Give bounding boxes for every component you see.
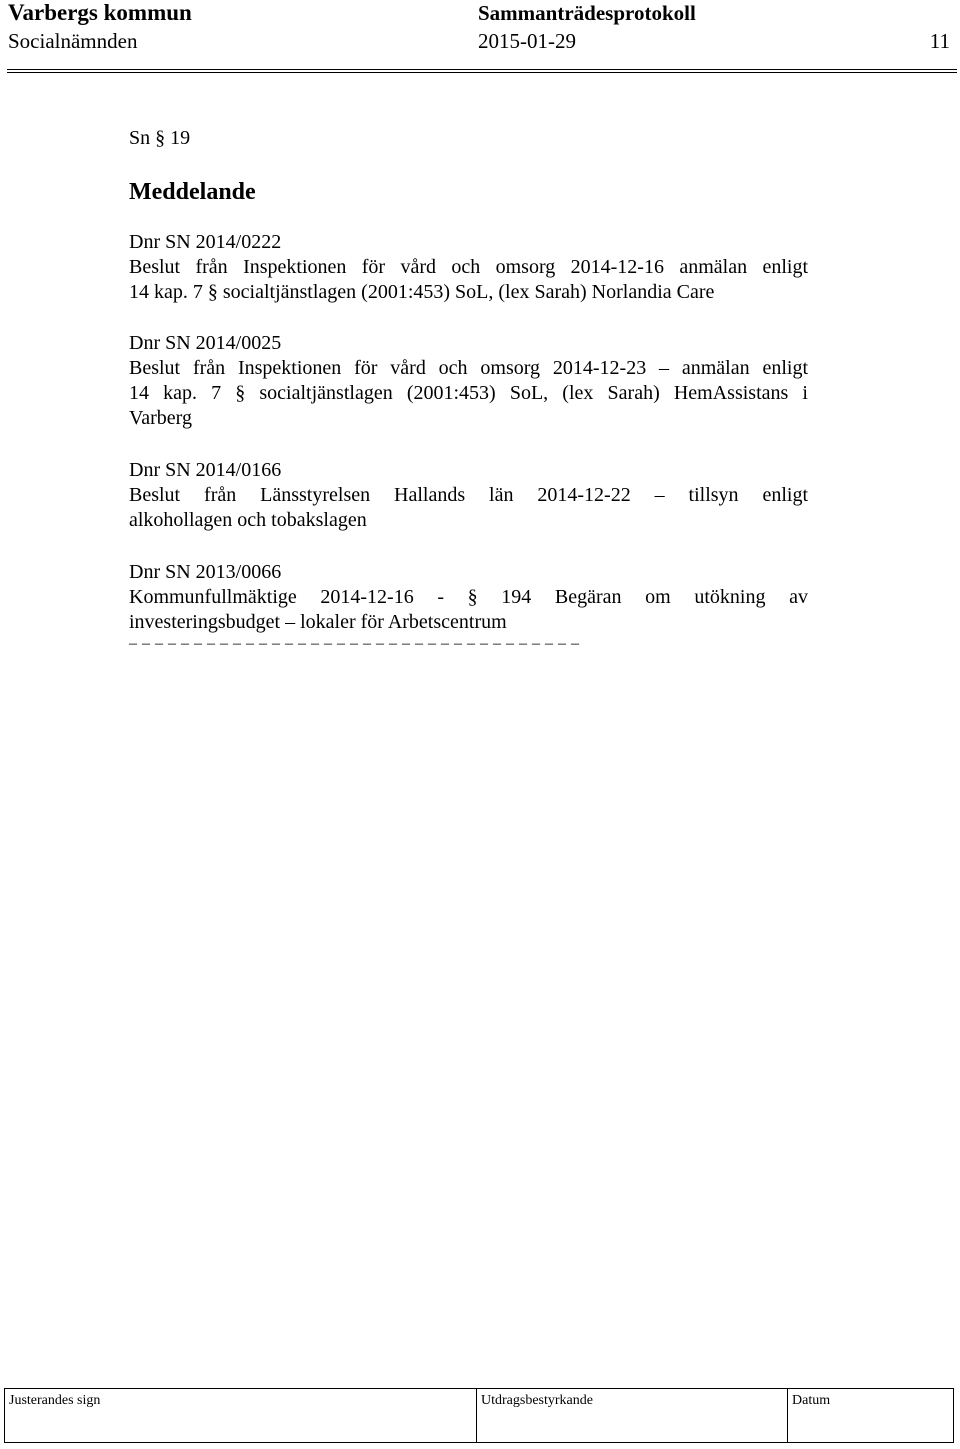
footer-certify-cell <box>477 1389 788 1442</box>
item-dnr: Dnr SN 2014/0025 <box>129 332 282 354</box>
section-title: Meddelande <box>129 179 256 205</box>
notice-item <box>129 331 808 431</box>
item-line: alkohollagen och tobakslagen <box>129 509 367 531</box>
header-divider <box>7 69 957 70</box>
notice-item <box>129 560 808 635</box>
header-divider-secondary <box>7 72 957 73</box>
footer-date-cell <box>788 1389 953 1442</box>
item-line: 14 kap. 7 § socialtjänstlagen (2001:453) SoL, (lex Sarah) HemAssistans i <box>129 382 808 404</box>
item-line: 14 kap. 7 § socialtjänstlagen (2001:453) SoL, (lex Sarah) Norlandia Care <box>129 281 715 303</box>
item-line: investeringsbudget – lokaler för Arbetscentrum <box>129 611 507 633</box>
item-line: Varberg <box>129 407 192 429</box>
item-line: Beslut från Länsstyrelsen Hallands län 2014-12-22 – tillsyn enligt <box>129 484 808 506</box>
footer-certify-label: Utdragsbestyrkande <box>481 1393 593 1408</box>
item-line: Beslut från Inspektionen för vård och omsorg 2014-12-16 anmälan enligt <box>129 256 808 278</box>
organization-name: Varbergs kommun <box>8 0 192 25</box>
document-type: Sammanträdesprotokoll <box>478 1 696 25</box>
page-number: 11 <box>929 29 950 53</box>
item-line: Beslut från Inspektionen för vård och omsorg 2014-12-23 – anmälan enligt <box>129 357 808 379</box>
committee-name: Socialnämnden <box>8 29 138 53</box>
notice-item <box>129 230 808 305</box>
notice-item <box>129 458 808 533</box>
item-line: Kommunfullmäktige 2014-12-16 - § 194 Begäran om utökning av <box>129 586 808 608</box>
section-separator: – – – – – – – – – – – – – – – – – – – – – – – – – – – – – – – – – – – <box>129 635 580 652</box>
paragraph-number: Sn § 19 <box>129 127 191 149</box>
signature-footer <box>4 1388 954 1443</box>
item-dnr: Dnr SN 2014/0166 <box>129 459 282 481</box>
item-dnr: Dnr SN 2014/0222 <box>129 231 282 253</box>
footer-sign-label: Justerandes sign <box>9 1393 101 1408</box>
meeting-date: 2015-01-29 <box>478 29 576 53</box>
footer-sign-cell <box>5 1389 477 1442</box>
item-dnr: Dnr SN 2013/0066 <box>129 561 282 583</box>
footer-date-label: Datum <box>792 1393 831 1408</box>
